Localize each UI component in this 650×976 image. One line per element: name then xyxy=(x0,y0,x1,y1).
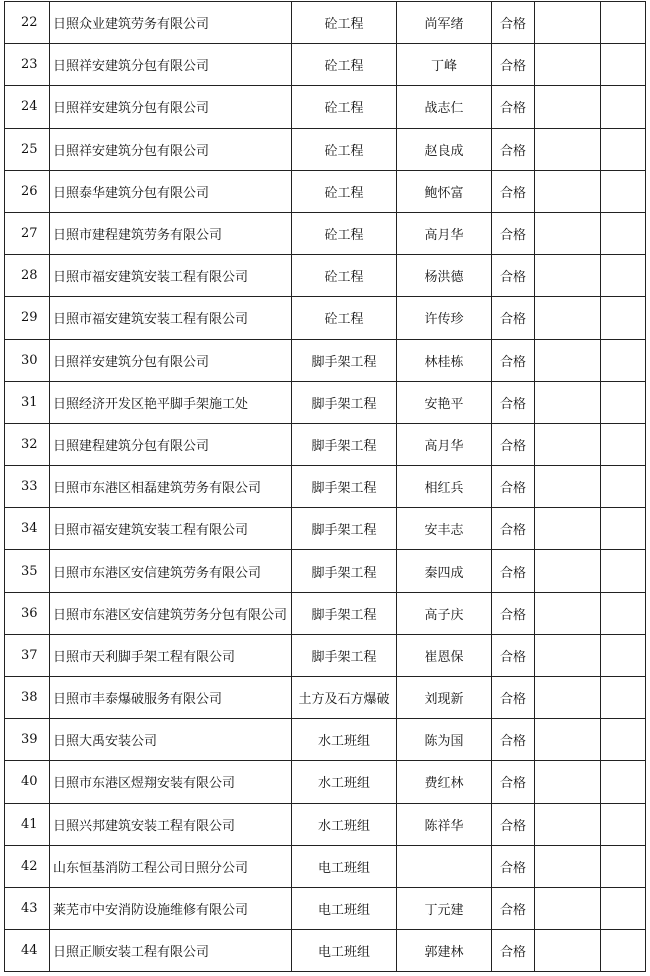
company-name: 日照大禹安装公司 xyxy=(50,719,292,761)
empty-cell xyxy=(535,170,601,212)
empty-cell xyxy=(535,930,601,972)
empty-cell xyxy=(601,677,646,719)
person-name xyxy=(397,845,492,887)
work-type: 砼工程 xyxy=(292,297,397,339)
empty-cell xyxy=(601,466,646,508)
inspection-result: 合格 xyxy=(492,423,535,465)
inspection-result: 合格 xyxy=(492,128,535,170)
table-row xyxy=(5,44,646,86)
inspection-result: 合格 xyxy=(492,381,535,423)
empty-cell xyxy=(535,508,601,550)
empty-cell xyxy=(535,255,601,297)
person-name: 费红林 xyxy=(397,761,492,803)
person-name: 相红兵 xyxy=(397,466,492,508)
table-row xyxy=(5,719,646,761)
empty-cell xyxy=(535,803,601,845)
company-name: 日照泰华建筑分包有限公司 xyxy=(50,170,292,212)
table-body xyxy=(5,2,646,972)
inspection-result: 合格 xyxy=(492,550,535,592)
work-type: 砼工程 xyxy=(292,170,397,212)
person-name: 陈为国 xyxy=(397,719,492,761)
empty-cell xyxy=(601,930,646,972)
work-type: 水工班组 xyxy=(292,761,397,803)
inspection-result: 合格 xyxy=(492,339,535,381)
company-name: 日照市福安建筑安装工程有限公司 xyxy=(50,297,292,339)
table-row xyxy=(5,212,646,254)
empty-cell xyxy=(601,44,646,86)
empty-cell xyxy=(535,719,601,761)
inspection-result: 合格 xyxy=(492,719,535,761)
empty-cell xyxy=(535,212,601,254)
work-type: 脚手架工程 xyxy=(292,339,397,381)
row-number: 25 xyxy=(5,128,50,170)
empty-cell xyxy=(601,634,646,676)
row-number: 22 xyxy=(5,2,50,44)
company-name: 山东恒基消防工程公司日照分公司 xyxy=(50,845,292,887)
empty-cell xyxy=(601,423,646,465)
work-type: 砼工程 xyxy=(292,128,397,170)
table-row xyxy=(5,887,646,929)
work-type: 砼工程 xyxy=(292,2,397,44)
person-name: 刘现新 xyxy=(397,677,492,719)
empty-cell xyxy=(535,887,601,929)
person-name: 林桂栋 xyxy=(397,339,492,381)
person-name: 尚军绪 xyxy=(397,2,492,44)
row-number: 33 xyxy=(5,466,50,508)
empty-cell xyxy=(601,2,646,44)
inspection-result: 合格 xyxy=(492,930,535,972)
empty-cell xyxy=(601,887,646,929)
company-name: 日照市天利脚手架工程有限公司 xyxy=(50,634,292,676)
row-number: 41 xyxy=(5,803,50,845)
row-number: 38 xyxy=(5,677,50,719)
row-number: 34 xyxy=(5,508,50,550)
work-type: 脚手架工程 xyxy=(292,381,397,423)
table-row xyxy=(5,508,646,550)
empty-cell xyxy=(535,677,601,719)
empty-cell xyxy=(535,845,601,887)
work-type: 脚手架工程 xyxy=(292,508,397,550)
empty-cell xyxy=(601,719,646,761)
empty-cell xyxy=(601,381,646,423)
empty-cell xyxy=(601,761,646,803)
company-name: 日照建程建筑分包有限公司 xyxy=(50,423,292,465)
company-name: 日照市东港区煜翔安装有限公司 xyxy=(50,761,292,803)
inspection-result: 合格 xyxy=(492,170,535,212)
row-number: 32 xyxy=(5,423,50,465)
inspection-result: 合格 xyxy=(492,255,535,297)
empty-cell xyxy=(535,550,601,592)
table-row xyxy=(5,550,646,592)
empty-cell xyxy=(601,508,646,550)
person-name: 丁峰 xyxy=(397,44,492,86)
work-type: 电工班组 xyxy=(292,887,397,929)
company-name: 日照市东港区安信建筑劳务有限公司 xyxy=(50,550,292,592)
person-name: 丁元建 xyxy=(397,887,492,929)
row-number: 28 xyxy=(5,255,50,297)
empty-cell xyxy=(535,592,601,634)
table-row xyxy=(5,761,646,803)
table-row xyxy=(5,128,646,170)
company-name: 莱芜市中安消防设施维修有限公司 xyxy=(50,887,292,929)
empty-cell xyxy=(601,550,646,592)
empty-cell xyxy=(535,44,601,86)
company-name: 日照众业建筑劳务有限公司 xyxy=(50,2,292,44)
empty-cell xyxy=(535,339,601,381)
company-name: 日照市福安建筑安装工程有限公司 xyxy=(50,508,292,550)
row-number: 39 xyxy=(5,719,50,761)
table-row xyxy=(5,423,646,465)
work-type: 脚手架工程 xyxy=(292,634,397,676)
person-name: 杨洪德 xyxy=(397,255,492,297)
inspection-result: 合格 xyxy=(492,508,535,550)
row-number: 31 xyxy=(5,381,50,423)
table-row xyxy=(5,339,646,381)
inspection-result: 合格 xyxy=(492,2,535,44)
person-name: 郭建林 xyxy=(397,930,492,972)
person-name: 安艳平 xyxy=(397,381,492,423)
inspection-result: 合格 xyxy=(492,466,535,508)
table-row xyxy=(5,86,646,128)
inspection-result: 合格 xyxy=(492,634,535,676)
empty-cell xyxy=(535,2,601,44)
empty-cell xyxy=(535,86,601,128)
person-name: 高子庆 xyxy=(397,592,492,634)
empty-cell xyxy=(535,297,601,339)
table-row xyxy=(5,2,646,44)
company-name: 日照市东港区安信建筑劳务分包有限公司 xyxy=(50,592,292,634)
company-name: 日照市东港区相磊建筑劳务有限公司 xyxy=(50,466,292,508)
row-number: 37 xyxy=(5,634,50,676)
table-row xyxy=(5,845,646,887)
person-name: 安丰志 xyxy=(397,508,492,550)
row-number: 40 xyxy=(5,761,50,803)
row-number: 30 xyxy=(5,339,50,381)
row-number: 23 xyxy=(5,44,50,86)
company-name: 日照祥安建筑分包有限公司 xyxy=(50,339,292,381)
work-type: 脚手架工程 xyxy=(292,466,397,508)
empty-cell xyxy=(535,466,601,508)
empty-cell xyxy=(535,423,601,465)
inspection-result: 合格 xyxy=(492,297,535,339)
empty-cell xyxy=(601,212,646,254)
table-row xyxy=(5,170,646,212)
company-name: 日照市丰泰爆破服务有限公司 xyxy=(50,677,292,719)
empty-cell xyxy=(601,297,646,339)
person-name: 秦四成 xyxy=(397,550,492,592)
work-type: 脚手架工程 xyxy=(292,423,397,465)
inspection-result: 合格 xyxy=(492,845,535,887)
empty-cell xyxy=(601,86,646,128)
table-row xyxy=(5,634,646,676)
row-number: 24 xyxy=(5,86,50,128)
inspection-result: 合格 xyxy=(492,212,535,254)
person-name: 高月华 xyxy=(397,212,492,254)
row-number: 43 xyxy=(5,887,50,929)
table-row xyxy=(5,803,646,845)
table-row xyxy=(5,255,646,297)
empty-cell xyxy=(535,128,601,170)
inspection-result: 合格 xyxy=(492,86,535,128)
person-name: 许传珍 xyxy=(397,297,492,339)
row-number: 35 xyxy=(5,550,50,592)
work-type: 砼工程 xyxy=(292,44,397,86)
empty-cell xyxy=(535,381,601,423)
inspection-result: 合格 xyxy=(492,761,535,803)
empty-cell xyxy=(601,845,646,887)
company-name: 日照正顺安装工程有限公司 xyxy=(50,930,292,972)
empty-cell xyxy=(535,634,601,676)
empty-cell xyxy=(535,761,601,803)
empty-cell xyxy=(601,128,646,170)
person-name: 高月华 xyxy=(397,423,492,465)
row-number: 42 xyxy=(5,845,50,887)
person-name: 战志仁 xyxy=(397,86,492,128)
work-type: 砼工程 xyxy=(292,86,397,128)
contractor-table xyxy=(4,1,646,972)
row-number: 29 xyxy=(5,297,50,339)
inspection-result: 合格 xyxy=(492,803,535,845)
work-type: 水工班组 xyxy=(292,803,397,845)
person-name: 鲍怀富 xyxy=(397,170,492,212)
row-number: 27 xyxy=(5,212,50,254)
table-row xyxy=(5,297,646,339)
empty-cell xyxy=(601,803,646,845)
company-name: 日照兴邦建筑安装工程有限公司 xyxy=(50,803,292,845)
inspection-result: 合格 xyxy=(492,887,535,929)
company-name: 日照祥安建筑分包有限公司 xyxy=(50,128,292,170)
company-name: 日照祥安建筑分包有限公司 xyxy=(50,44,292,86)
table-row xyxy=(5,592,646,634)
row-number: 26 xyxy=(5,170,50,212)
row-number: 36 xyxy=(5,592,50,634)
company-name: 日照市福安建筑安装工程有限公司 xyxy=(50,255,292,297)
empty-cell xyxy=(601,592,646,634)
empty-cell xyxy=(601,255,646,297)
inspection-result: 合格 xyxy=(492,677,535,719)
person-name: 陈祥华 xyxy=(397,803,492,845)
work-type: 脚手架工程 xyxy=(292,592,397,634)
table-row xyxy=(5,466,646,508)
work-type: 电工班组 xyxy=(292,845,397,887)
work-type: 电工班组 xyxy=(292,930,397,972)
empty-cell xyxy=(601,339,646,381)
work-type: 砼工程 xyxy=(292,255,397,297)
person-name: 崔恩保 xyxy=(397,634,492,676)
table-row xyxy=(5,381,646,423)
company-name: 日照市建程建筑劳务有限公司 xyxy=(50,212,292,254)
row-number: 44 xyxy=(5,930,50,972)
inspection-result: 合格 xyxy=(492,44,535,86)
empty-cell xyxy=(601,170,646,212)
work-type: 水工班组 xyxy=(292,719,397,761)
table-row xyxy=(5,677,646,719)
inspection-result: 合格 xyxy=(492,592,535,634)
person-name: 赵良成 xyxy=(397,128,492,170)
work-type: 土方及石方爆破 xyxy=(292,677,397,719)
table-row xyxy=(5,930,646,972)
work-type: 砼工程 xyxy=(292,212,397,254)
company-name: 日照祥安建筑分包有限公司 xyxy=(50,86,292,128)
company-name: 日照经济开发区艳平脚手架施工处 xyxy=(50,381,292,423)
work-type: 脚手架工程 xyxy=(292,550,397,592)
